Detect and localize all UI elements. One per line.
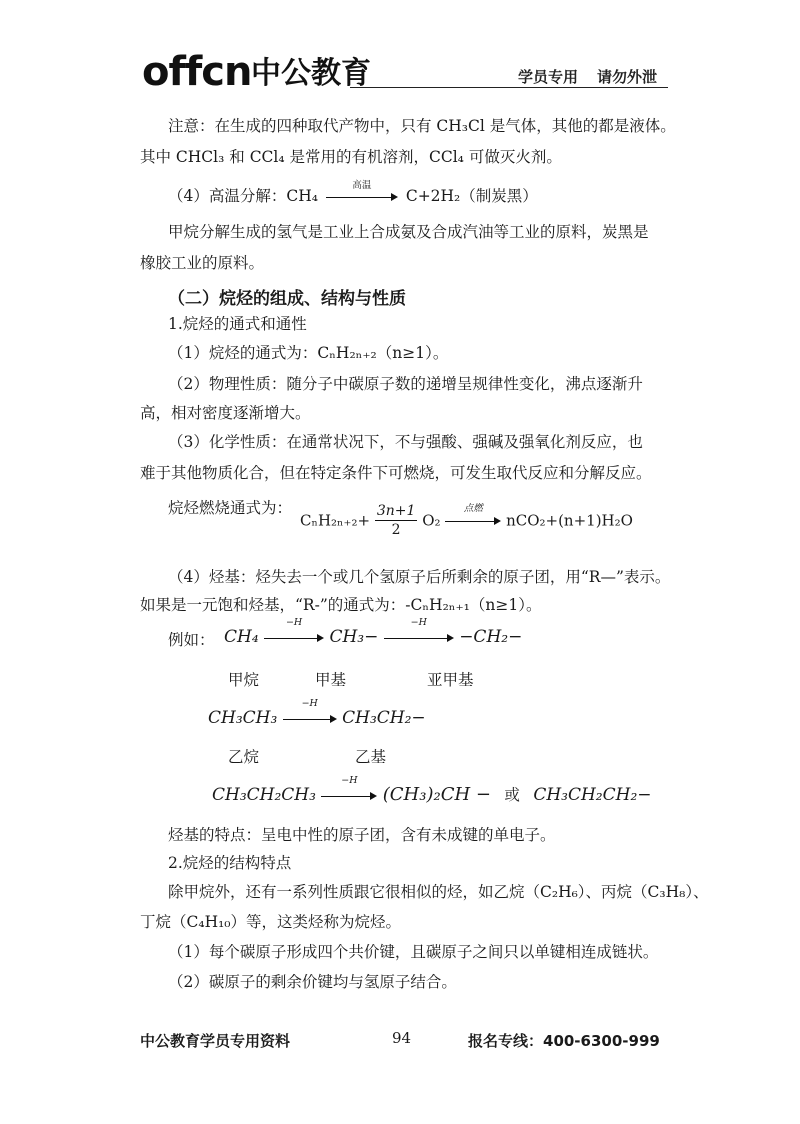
decomp-result: C+2H₂（制炭黑） [405, 187, 538, 205]
structure-line-1: 除甲烷外，还有一系列性质跟它很相似的烃，如乙烷（C₂H₆）、丙烷（C₃H₈）、 [168, 883, 709, 901]
ex3-arrow [321, 774, 377, 804]
general-formula: （1）烷烃的通式为：CₙH₂ₙ₊₂（n≥1）。 [168, 344, 449, 362]
ex2-arrow [283, 697, 337, 727]
ex3-or: 或 [504, 786, 520, 804]
structure-line-2: 丁烷（C₄H₁₀）等，这类烃称为烷烃。 [140, 913, 402, 931]
combustion-condition: 点燃 [463, 502, 483, 514]
subheading-1: 1.烷烃的通式和通性 [168, 315, 307, 333]
ex2-ethyl: CH₃CH₂− [342, 708, 426, 728]
example-1-equation [224, 616, 523, 647]
physical-line-2: 高，相对密度逐渐增大。 [140, 404, 311, 422]
physical-line-1: （2）物理性质：随分子中碳原子数的递增呈规律性变化，沸点逐渐升 [168, 375, 643, 393]
ex1-condition-2: −H [410, 616, 427, 628]
chemical-line-1: （3）化学性质：在通常状况下，不与强酸、强碱及强氧化剂反应，也 [168, 433, 643, 451]
point-2: （2）碳原子的剩余价键均与氢原子结合。 [168, 973, 457, 991]
note-line-1: 注意：在生成的四种取代产物中，只有 CH₃Cl 是气体，其他的都是液体。 [168, 117, 676, 135]
use-line-1: 甲烷分解生成的氢气是工业上合成氨及合成汽油等工业的原料，炭黑是 [168, 223, 649, 241]
header-rule [350, 87, 668, 88]
example-2-equation [208, 697, 426, 728]
alkyl-line-1: （4）烃基：烃失去一个或几个氢原子后所剩余的原子团，用“R—”表示。 [168, 568, 671, 586]
combustion-fraction [375, 502, 418, 539]
decomp-condition: 高温 [352, 180, 372, 191]
logo-brand-cn: 中公教育 [251, 56, 371, 91]
decomposition-equation [168, 180, 538, 206]
header-notice-2: 请勿外泄 [597, 68, 658, 86]
example-label: 例如： [168, 631, 215, 649]
ex1-condition-1: −H [285, 616, 303, 628]
combustion-rhs: nCO₂+(n+1)H₂O [506, 511, 633, 530]
ex3-propyl: CH₃CH₂CH₂− [533, 785, 652, 805]
ex2-ethane: CH₃CH₃ [208, 708, 278, 728]
footer-hotline: 报名专线：400-6300-999 [468, 1032, 660, 1050]
decomp-label: （4）高温分解：CH₄ [168, 187, 318, 205]
point-1: （1）每个碳原子形成四个共价键，且碳原子之间只以单键相连成链状。 [168, 943, 659, 961]
chemical-line-2: 难于其他物质化合，但在特定条件下可燃烧，可发生取代反应和分解反应。 [140, 464, 652, 482]
example-3-equation [212, 774, 652, 805]
ex1-methylene: −CH₂− [459, 627, 523, 647]
alkyl-feature: 烃基的特点：呈电中性的原子团，含有未成键的单电子。 [168, 826, 556, 844]
page-number: 94 [392, 1029, 412, 1047]
ex3-isopropyl: (CH₃)₂CH − [382, 784, 491, 805]
footer-left: 中公教育学员专用资料 [140, 1032, 291, 1050]
header-notice-1: 学员专用 [518, 68, 579, 86]
ex1-name-methane: 甲烷 [228, 671, 260, 689]
fraction-numerator: 3n+1 [376, 503, 416, 519]
ex3-condition: −H [341, 774, 358, 786]
decomp-arrow [326, 180, 398, 205]
ex2-name-ethane: 乙烷 [228, 748, 260, 766]
ex1-methane: CH₄ [224, 627, 259, 647]
ex1-name-methyl: 甲基 [315, 671, 347, 689]
ex1-name-methylene: 亚甲基 [427, 671, 474, 689]
ex1-arrow-1 [264, 616, 324, 646]
ex2-condition: −H [301, 697, 318, 709]
fraction-denominator: 2 [391, 522, 401, 538]
section-title: （二）烷烃的组成、结构与性质 [168, 289, 406, 309]
ex3-propane: CH₃CH₂CH₃ [212, 785, 316, 805]
alkyl-line-2: 如果是一元饱和烃基，“R-”的通式为：-CₙH₂ₙ₊₁（n≥1）。 [140, 596, 542, 614]
combustion-lhs: CₙH₂ₙ₊₂+ [300, 511, 371, 530]
combustion-o2: O₂ [422, 511, 441, 530]
combustion-label: 烷烃燃烧通式为： [168, 499, 293, 517]
ex2-name-ethyl: 乙基 [355, 748, 387, 766]
subheading-2: 2.烷烃的结构特点 [168, 854, 292, 872]
ex1-arrow-2 [384, 616, 454, 646]
ex1-methyl: CH₃− [329, 627, 379, 647]
combustion-arrow [445, 502, 501, 529]
use-line-2: 橡胶工业的原料。 [140, 254, 265, 272]
note-line-2: 其中 CHCl₃ 和 CCl₄ 是常用的有机溶剂，CCl₄ 可做灭火剂。 [140, 148, 562, 166]
combustion-equation [300, 502, 633, 539]
logo-offcn: offcn [142, 49, 252, 95]
